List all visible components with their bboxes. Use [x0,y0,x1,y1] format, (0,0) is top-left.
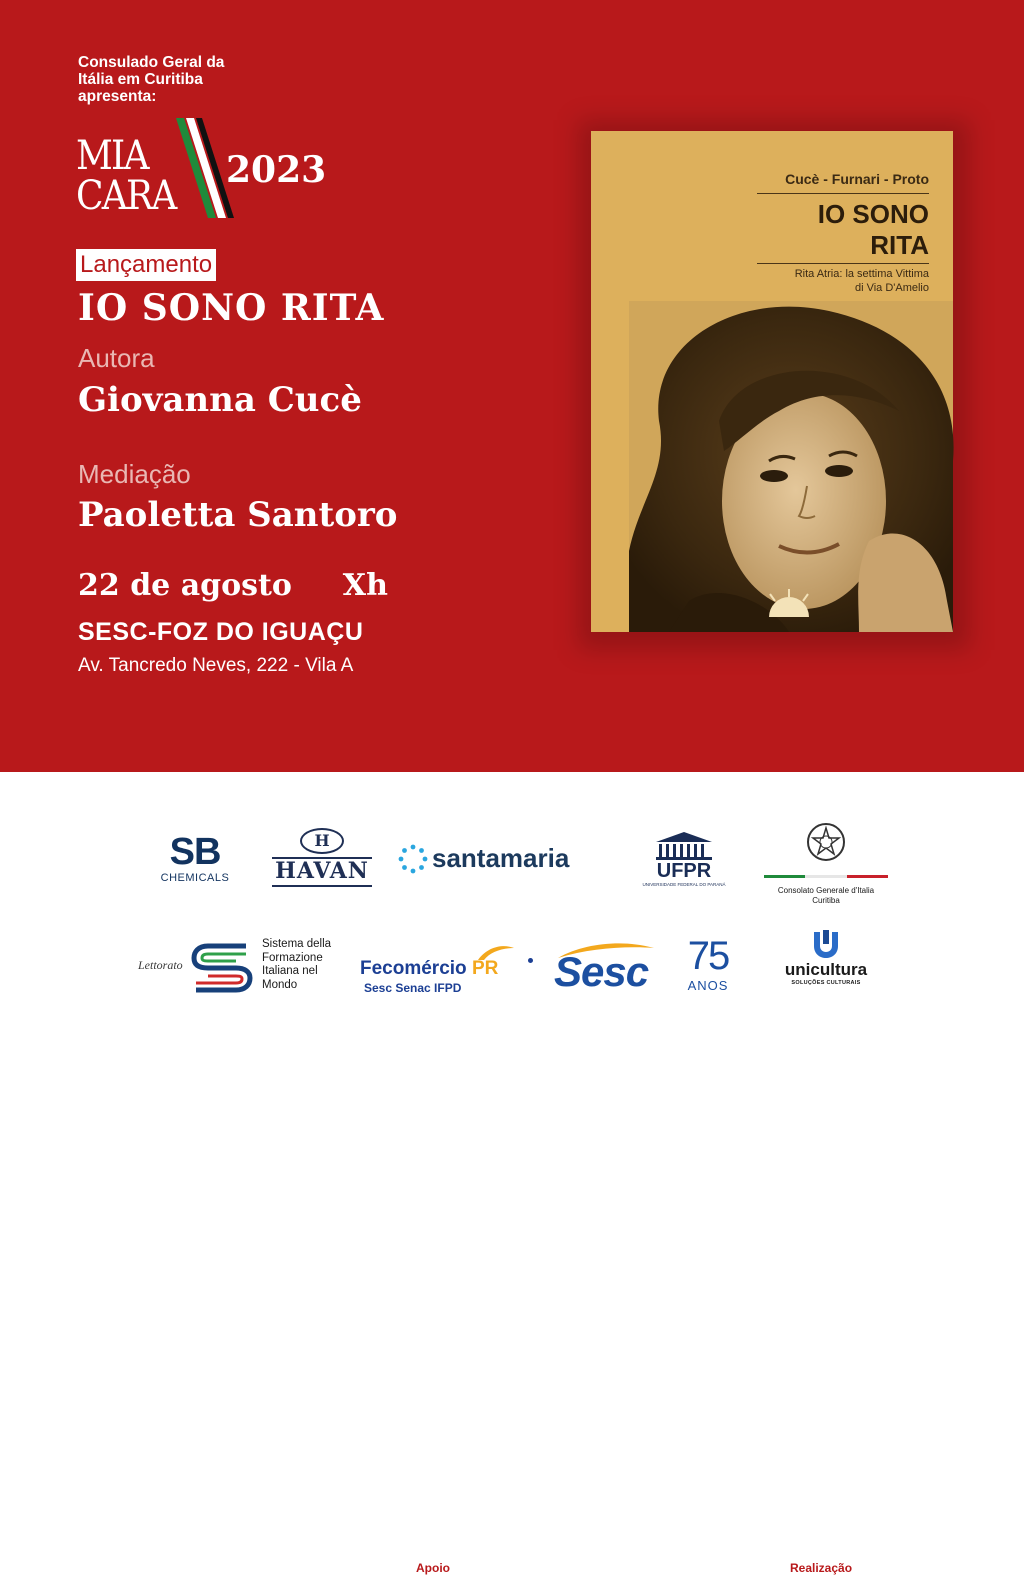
havan-rule [272,885,372,887]
ufpr-word: UFPR [656,860,712,882]
launch-tag: Lançamento [76,249,216,281]
consolato-name [764,886,888,906]
separator-dot [528,958,533,963]
sb-chemicals-logo [147,832,243,888]
havan-emblem-icon: H [300,828,344,854]
event-venue: SESC-FOZ DO IGUAÇU [78,618,364,646]
book-rule [757,193,929,194]
unicultura-u-icon [810,930,842,960]
cover-portrait-photo [629,301,953,632]
book-subtitle [591,267,929,295]
flag-bar-icon [764,874,888,880]
book-cover [591,131,953,632]
unicultura-logo [776,930,876,996]
presenter-line: Consulado Geral da [78,54,225,71]
book-title-line: IO SONO [817,199,929,229]
fecomercio-logo [360,944,520,1000]
consolato-line: Consolato Generale d'Italia [777,886,875,895]
unicultura-word: unicultura [784,960,868,979]
event-address: Av. Tancredo Neves, 222 - Vila A [78,655,354,676]
presenter-line: Itália em Curitiba [78,71,203,88]
consolato-logo [764,818,888,910]
book-title-line: RITA [870,230,929,260]
havan-word: HAVAN [275,858,369,884]
75-anos-logo [680,934,736,998]
dots-circle-icon [398,844,428,874]
book-authors: Cucè - Furnari - Proto [785,171,929,187]
sesc-word: Sesc [554,948,649,995]
sb-letters: SB [169,831,221,873]
ufpr-logo [640,832,728,890]
event-time: Xh [342,568,388,603]
author-label: Autora [78,343,155,373]
apoio-label: Apoio [416,1561,450,1575]
logo-word-mia: MIA [76,133,148,179]
fecomercio-word [360,958,498,980]
sfi-line: Mondo [262,978,298,991]
book-rule [757,263,929,264]
ufpr-sub: UNIVERSIDADE FEDERAL DO PARANÁ [642,882,726,887]
unicultura-sub: SOLUÇÕES CULTURAIS [791,980,861,986]
logo-year: 2023 [226,149,327,191]
sesc-logo [552,942,662,998]
event-title: IO SONO RITA [78,287,385,329]
event-poster [0,0,1024,772]
sfi-line: Formazione [262,951,323,964]
italian-emblem-icon [804,818,848,868]
author-name: Giovanna Cucè [78,380,362,420]
sfi-line: Sistema della [262,938,332,950]
sfi-line: Italiana nel [262,965,318,977]
event-date: 22 de agosto [78,568,292,603]
university-building-icon [654,832,714,860]
realizacao-label: Realização [790,1561,853,1575]
consolato-line: Curitiba [812,896,840,905]
mediation-label: Mediação [78,459,191,489]
lettorato-label: Lettorato [138,958,183,972]
presenter-text [78,54,298,105]
fecomercio-pr: PR [471,958,499,979]
anos-number: 75 [687,934,729,978]
mediator-name: Paoletta Santoro [78,495,398,535]
sfi-text [262,938,331,992]
santamaria-word: santamaria [432,843,570,873]
sfi-logo-icon [190,940,254,994]
event-date-line [78,566,388,606]
fecomercio-name: Fecomércio [360,958,467,979]
logo-word-cara: CARA [76,173,176,219]
book-subtitle-line: di Via D'Amelio [854,282,929,294]
sb-sub: CHEMICALS [160,872,230,884]
havan-logo [272,828,372,890]
presenter-line: apresenta: [78,88,157,105]
fecomercio-sub: Sesc Senac IFPD [364,981,462,995]
book-subtitle-line: Rita Atria: la settima Vittima [794,268,929,280]
mia-cara-logo [76,118,336,230]
anos-word: ANOS [687,978,729,993]
